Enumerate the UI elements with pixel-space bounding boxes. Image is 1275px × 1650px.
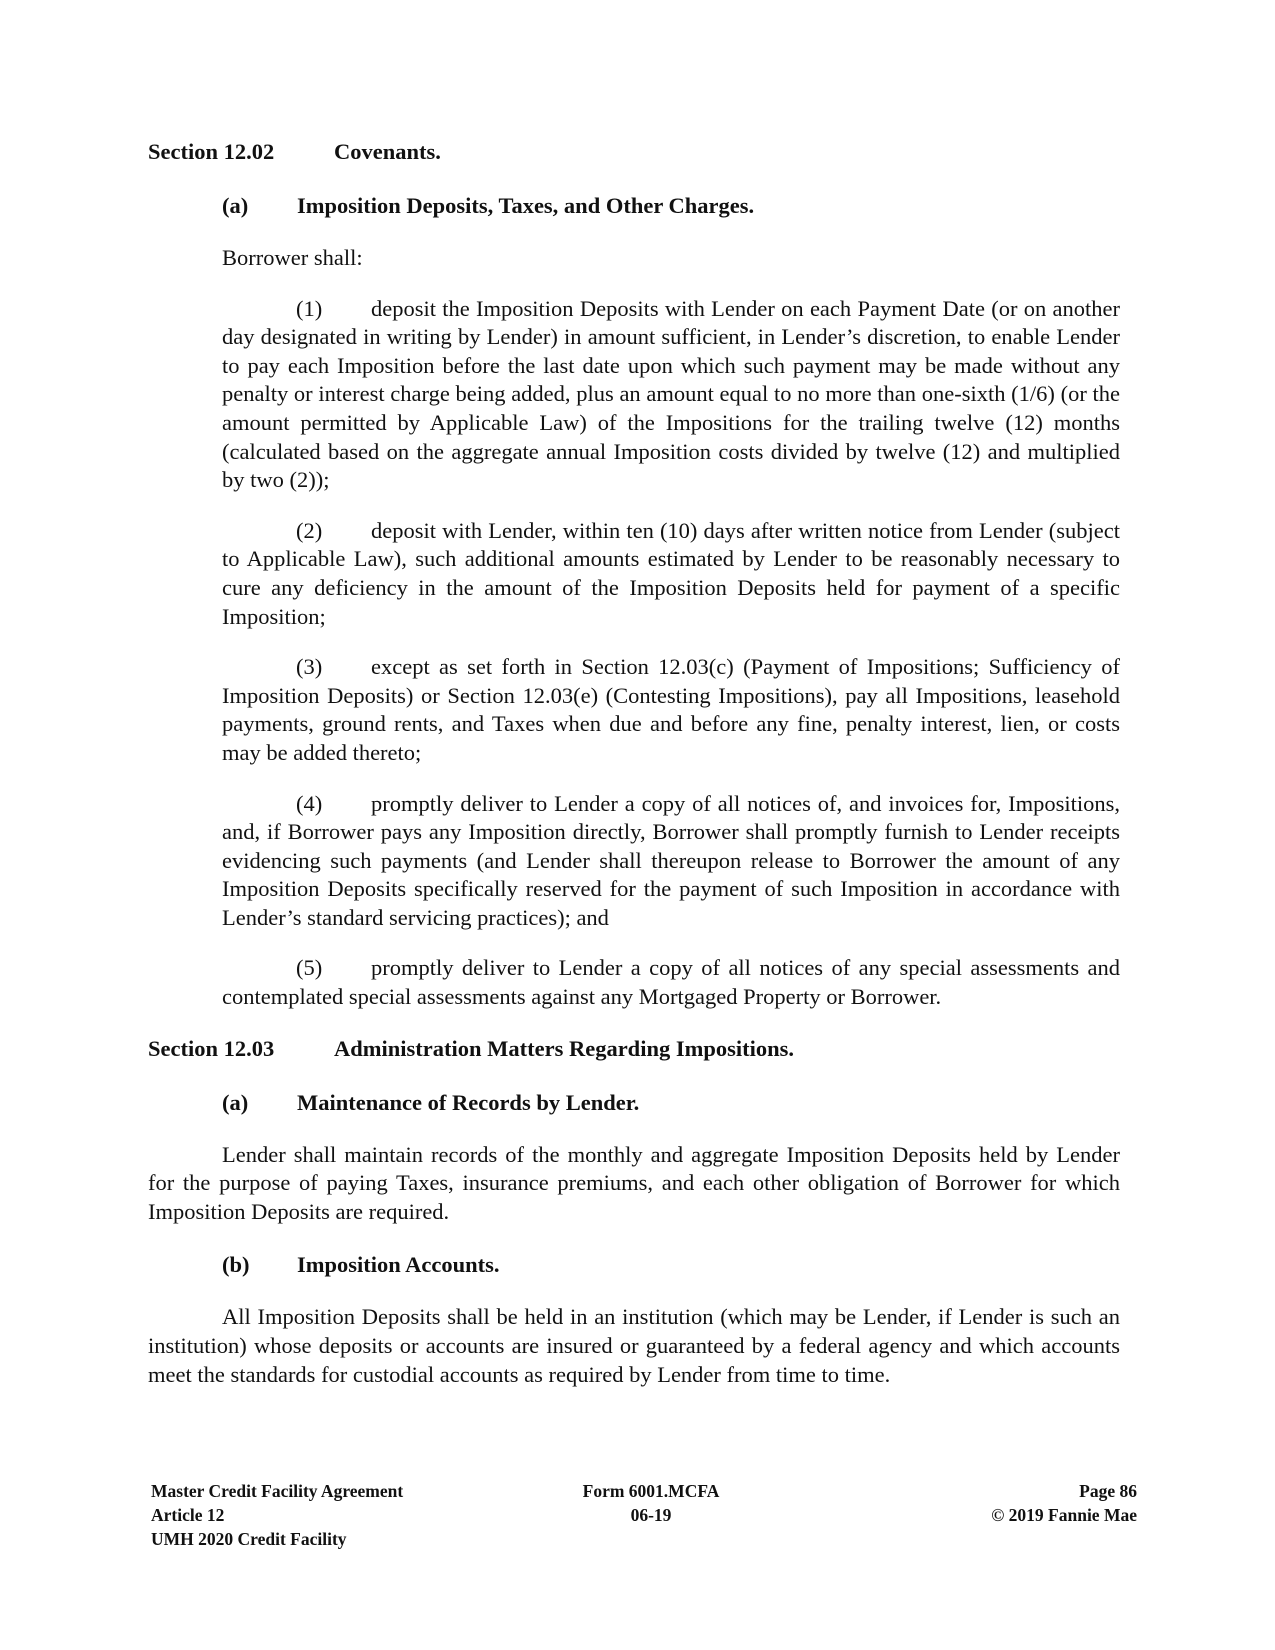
paragraph: Lender shall maintain records of the monthly and aggregate Imposition Deposits held by Lender for the purpose of paying Taxes, insurance premiums, and each other obligation of Borrower for which Imposition Deposits are required. xyxy=(148,1141,1120,1224)
list-item xyxy=(222,517,1120,631)
item-text: promptly deliver to Lender a copy of all notices of any special assessments and contemplated special assessments against any Mortgaged Property or Borrower. xyxy=(222,955,1120,1010)
item-text: promptly deliver to Lender a copy of all notices of, and invoices for, Impositions, and, if Borrower pays any Imposition directly, Borrower shall promptly furnish to Lender receipts evidencing such payments (and Lender shall thereupon release to Borrower the amount of any Imposition Deposits specifically reserved for the payment of such Imposition in accordance with Lender’s standard servicing practices); and xyxy=(222,790,1120,930)
section-title: Covenants. xyxy=(334,139,441,164)
subsection-heading xyxy=(222,1251,1120,1280)
paragraph: All Imposition Deposits shall be held in an institution (which may be Lender, if Lender is such an institution) whose deposits or accounts are insured or guaranteed by a federal agency and which accounts meet the standards for custodial accounts as required by Lender from time to time. xyxy=(148,1304,1120,1387)
section-number: Section 12.02 xyxy=(148,139,275,164)
footer-facility-name: UMH 2020 Credit Facility xyxy=(151,1529,347,1549)
list-item xyxy=(222,790,1120,933)
footer-form-number: Form 6001.MCFA xyxy=(582,1481,720,1501)
subsection-letter: (a) xyxy=(222,1089,249,1115)
intro-text: Borrower shall: xyxy=(222,245,363,270)
item-text: deposit with Lender, within ten (10) days after written notice from Lender (subject to Applicable Law), such additional amounts estimated by Lender to be reasonably necessary to cure any deficiency in the amount of the Imposition Deposits held for payment of a specific Imposition; xyxy=(222,517,1120,629)
document-body xyxy=(148,138,1120,1389)
item-number: (1) xyxy=(296,295,323,321)
footer-left xyxy=(151,1479,403,1551)
item-text: deposit the Imposition Deposits with Lender on each Payment Date (or on another day designated in writing by Lender) in amount sufficient, in Lender’s discretion, to enable Lender to pay each Imposition before the last date upon which such payment may be made without any penalty or interest charge being added, plus an amount equal to no more than one-sixth (1/6) (or the amount permitted by Applicable Law) of the Impositions for the trailing twelve (12) months (calculated based on the aggregate annual Imposition costs divided by twelve (12) and multiplied by two (2)); xyxy=(222,295,1120,493)
footer-copyright: © 2019 Fannie Mae xyxy=(991,1505,1137,1525)
list-item xyxy=(222,653,1120,767)
subsection-heading xyxy=(222,192,1120,221)
footer-right xyxy=(991,1479,1137,1527)
footer-center xyxy=(561,1479,741,1527)
item-number: (5) xyxy=(296,955,323,981)
footer-article: Article 12 xyxy=(151,1505,225,1525)
subsection-title: Maintenance of Records by Lender. xyxy=(297,1089,640,1115)
subsection-heading xyxy=(222,1089,1120,1118)
section-heading xyxy=(148,138,1120,167)
section-heading xyxy=(148,1035,1120,1064)
section-number: Section 12.03 xyxy=(148,1035,275,1061)
item-text: except as set forth in Section 12.03(c) (Payment of Impositions; Sufficiency of Imposition Deposits) or Section 12.03(e) (Contesting Impositions), pay all Impositions, leasehold payments, ground rents, and Taxes when due and before any fine, penalty interest, lien, or costs may be added thereto; xyxy=(222,654,1120,765)
subsection-title: Imposition Accounts. xyxy=(297,1252,500,1278)
subsection-title: Imposition Deposits, Taxes, and Other Charges. xyxy=(297,193,755,218)
section-title: Administration Matters Regarding Impositions. xyxy=(334,1035,794,1061)
list-item xyxy=(222,295,1120,495)
footer-agreement-title: Master Credit Facility Agreement xyxy=(151,1481,404,1501)
list-item xyxy=(222,954,1120,1011)
item-number: (3) xyxy=(296,654,323,680)
item-number: (2) xyxy=(296,517,323,543)
footer-form-date: 06-19 xyxy=(630,1505,672,1525)
subsection-letter: (a) xyxy=(222,193,249,218)
item-number: (4) xyxy=(296,790,323,816)
subsection-letter: (b) xyxy=(222,1252,250,1278)
footer-page-number: Page 86 xyxy=(1079,1481,1137,1501)
